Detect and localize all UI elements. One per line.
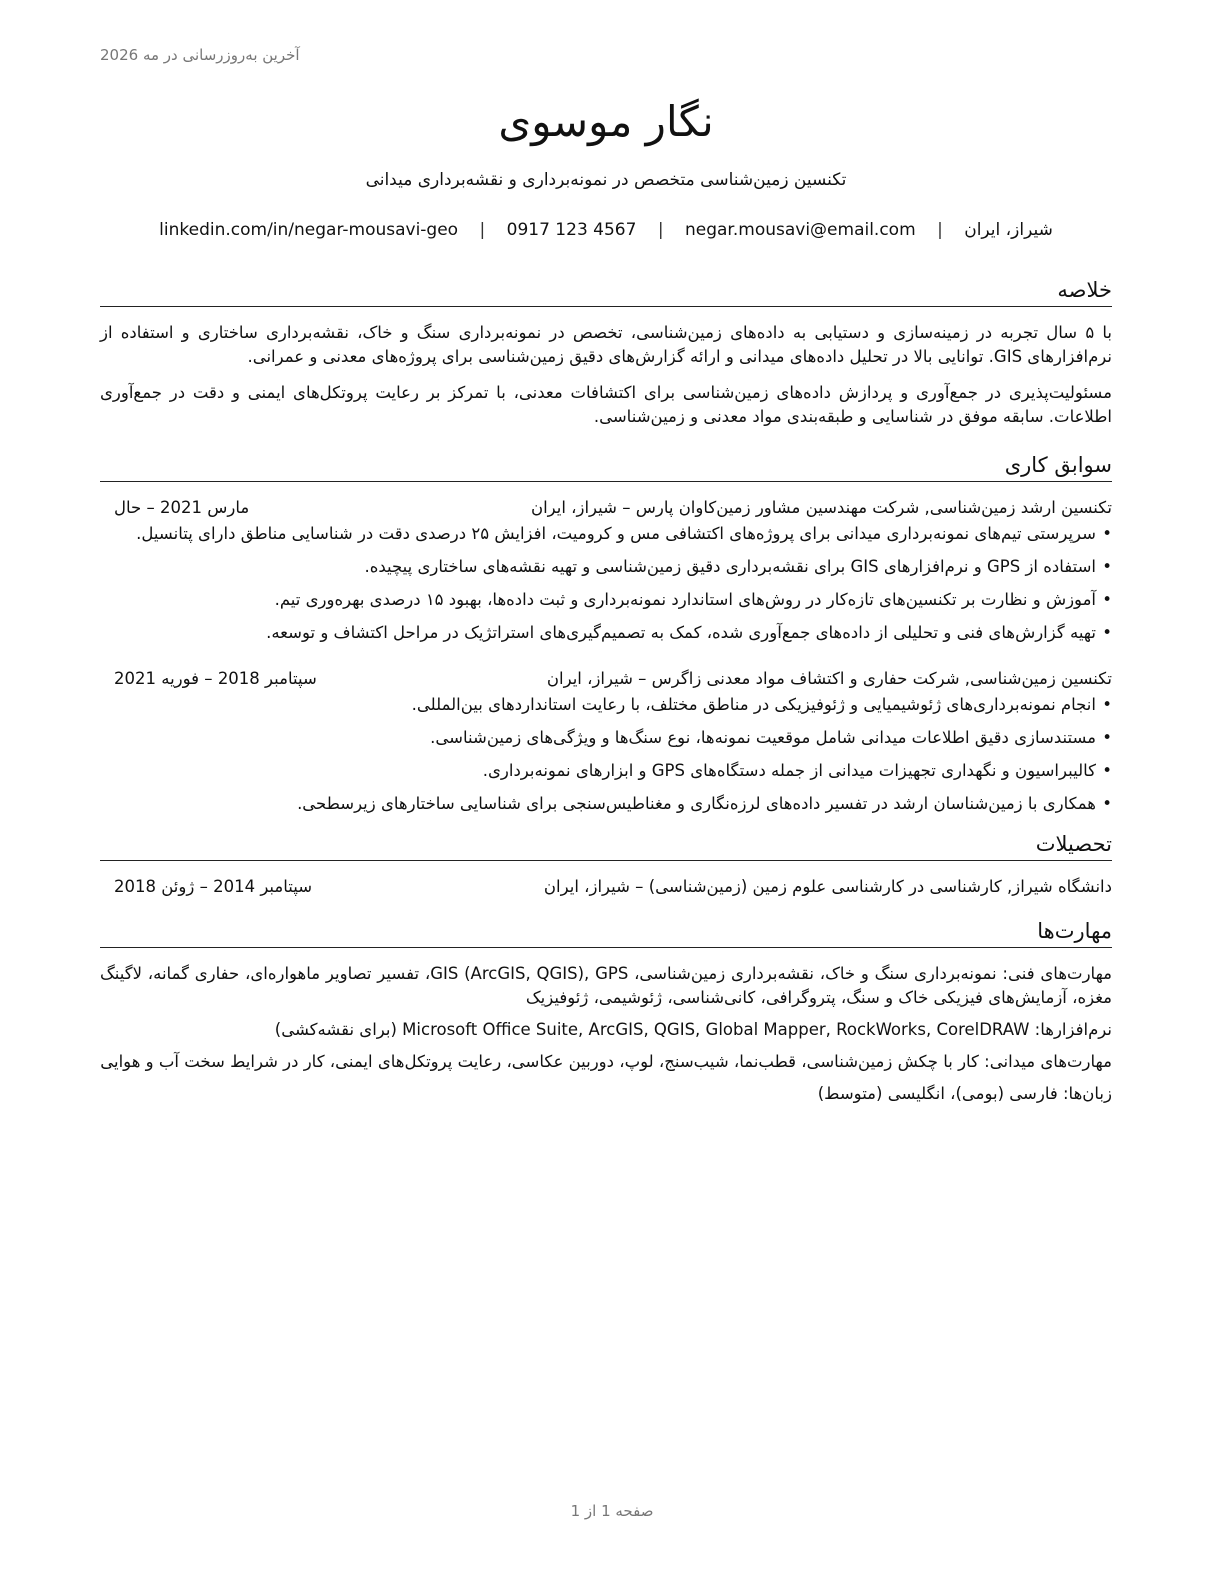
job-bullets <box>100 693 1112 816</box>
summary-paragraph: مسئولیت‌پذیری در جمع‌آوری و پردازش داده‌های زمین‌شناسی برای اکتشافات معدنی، با تمرکز بر رعایت پروتکل‌های ایمنی و دقت در جمع‌آوری اطلاعات. سابقه موفق در شناسایی و طبقه‌بندی مواد معدنی و زمین‌شناسی. <box>100 383 1112 426</box>
contact-separator: | <box>937 220 943 240</box>
candidate-name: نگار موسوی <box>498 97 714 146</box>
job-bullet: • آموزش و نظارت بر تکنسین‌های تازه‌کار در روش‌های استاندارد نمونه‌برداری و ثبت داده‌ها، بهبود ۱۵ درصدی بهره‌وری تیم. <box>100 588 1112 612</box>
page-number: صفحه 1 از 1 <box>570 1502 654 1520</box>
job-header <box>100 496 1112 520</box>
education-dates: سپتامبر 2014 – ژوئن 2018 <box>114 877 313 896</box>
job-entry <box>100 496 1112 645</box>
last-updated-note: آخرین به‌روزرسانی در مه 2026 <box>100 46 300 64</box>
contact-email[interactable]: negar.mousavi@email.com <box>684 220 916 240</box>
experience-section <box>100 451 1112 816</box>
skills-line: نرم‌افزارها: Microsoft Office Suite, ArcGIS, QGIS, Global Mapper, RockWorks, CorelDRAW (برای نقشه‌کشی) <box>274 1020 1112 1039</box>
education-location: – شیراز، ایران <box>543 877 644 896</box>
job-bullet: • تهیه گزارش‌های فنی و تحلیلی از داده‌های جمع‌آوری شده، کمک به تصمیم‌گیری‌های استراتژیک در مراحل اکتشاف و توسعه. <box>100 621 1112 645</box>
contact-line <box>100 218 1112 242</box>
contact-separator: | <box>657 220 664 240</box>
job-bullet: • کالیبراسیون و نگهداری تجهیزات میدانی از جمله دستگاه‌های GPS و ابزارهای نمونه‌برداری. <box>100 759 1112 783</box>
contact-location: شیراز، ایران <box>964 220 1053 240</box>
education-school-degree: دانشگاه شیراز, کارشناسی در کارشناسی علوم زمین (زمین‌شناسی) <box>648 877 1112 896</box>
job-bullet: • مستندسازی دقیق اطلاعات میدانی شامل موقعیت نمونه‌ها، نوع سنگ‌ها و ویژگی‌های زمین‌شناسی. <box>100 726 1112 750</box>
skills-line: مهارت‌های میدانی: کار با چکش زمین‌شناسی، قطب‌نما، شیب‌سنج، لوپ، دوربین عکاسی، رعایت پروتکل‌های ایمنی، کار در شرایط سخت آب و هوایی <box>100 1052 1112 1071</box>
skills-line: مهارت‌های فنی: نمونه‌برداری سنگ و خاک، نقشه‌برداری زمین‌شناسی، GIS (ArcGIS, QGIS), GPS، تفسیر تصاویر ماهواره‌ای، حفاری گمانه، لاگینگ مغزه، آزمایش‌های فیزیکی خاک و سنگ، پتروگرافی، کانی‌شناسی، ژئوشیمی، ژئوفیزیک <box>100 964 1113 1007</box>
education-section <box>100 830 1112 899</box>
job-role-company: تکنسین زمین‌شناسی, شرکت حفاری و اکتشاف مواد معدنی زاگرس <box>651 669 1112 688</box>
job-bullet: • انجام نمونه‌برداری‌های ژئوشیمیایی و ژئوفیزیکی در مناطق مختلف، با رعایت استانداردهای بین‌المللی. <box>100 693 1112 717</box>
job-role-company: تکنسین ارشد زمین‌شناسی, شرکت مهندسین مشاور زمین‌کاوان پارس <box>635 498 1112 517</box>
job-location: – شیراز، ایران <box>546 669 647 688</box>
summary-section <box>100 276 1112 429</box>
job-entry <box>100 667 1112 816</box>
skills-line: زبان‌ها: فارسی (بومی)، انگلیسی (متوسط) <box>817 1084 1112 1103</box>
section-title-education: تحصیلات <box>100 830 1112 861</box>
job-location: – شیراز، ایران <box>530 498 631 517</box>
resume-body <box>100 276 1112 1106</box>
skills-section <box>100 917 1112 1106</box>
job-bullet: • همکاری با زمین‌شناسان ارشد در تفسیر داده‌های لرزه‌نگاری و مغناطیس‌سنجی برای شناسایی ساختارهای زیرسطحی. <box>100 792 1112 816</box>
job-bullets <box>100 522 1112 645</box>
section-title-experience: سوابق کاری <box>100 451 1112 482</box>
job-dates: مارس 2021 – حال <box>114 498 250 517</box>
resume-header <box>100 92 1112 242</box>
section-title-skills: مهارت‌ها <box>100 917 1112 948</box>
job-bullet: • سرپرستی تیم‌های نمونه‌برداری میدانی برای پروژه‌های اکتشافی مس و کرومیت، افزایش ۲۵ درصدی دقت در شناسایی مناطق دارای پتانسیل. <box>100 522 1112 546</box>
candidate-headline: تکنسین زمین‌شناسی متخصص در نمونه‌برداری و نقشه‌برداری میدانی <box>365 170 847 190</box>
summary-paragraph: با ۵ سال تجربه در زمینه‌سازی و دستیابی به داده‌های زمین‌شناسی، تخصص در نمونه‌برداری سنگ و خاک، نقشه‌برداری ساختاری و استفاده از نرم‌افزارهای GIS. توانایی بالا در تحلیل داده‌های میدانی و ارائه گزارش‌های دقیق زمین‌شناسی برای پروژه‌های معدنی و عمرانی. <box>100 323 1112 366</box>
education-entry <box>100 875 1112 899</box>
contact-separator: | <box>479 220 486 240</box>
job-header <box>100 667 1112 691</box>
contact-linkedin[interactable]: linkedin.com/in/negar-mousavi-geo <box>159 220 459 240</box>
section-title-summary: خلاصه <box>100 276 1112 307</box>
contact-phone[interactable]: 0917 123 4567 <box>506 220 637 240</box>
job-dates: سپتامبر 2018 – فوریه 2021 <box>114 669 317 688</box>
job-bullet: • استفاده از GPS و نرم‌افزارهای GIS برای نقشه‌برداری دقیق زمین‌شناسی و تهیه نقشه‌های ساختاری پیچیده. <box>100 555 1112 579</box>
